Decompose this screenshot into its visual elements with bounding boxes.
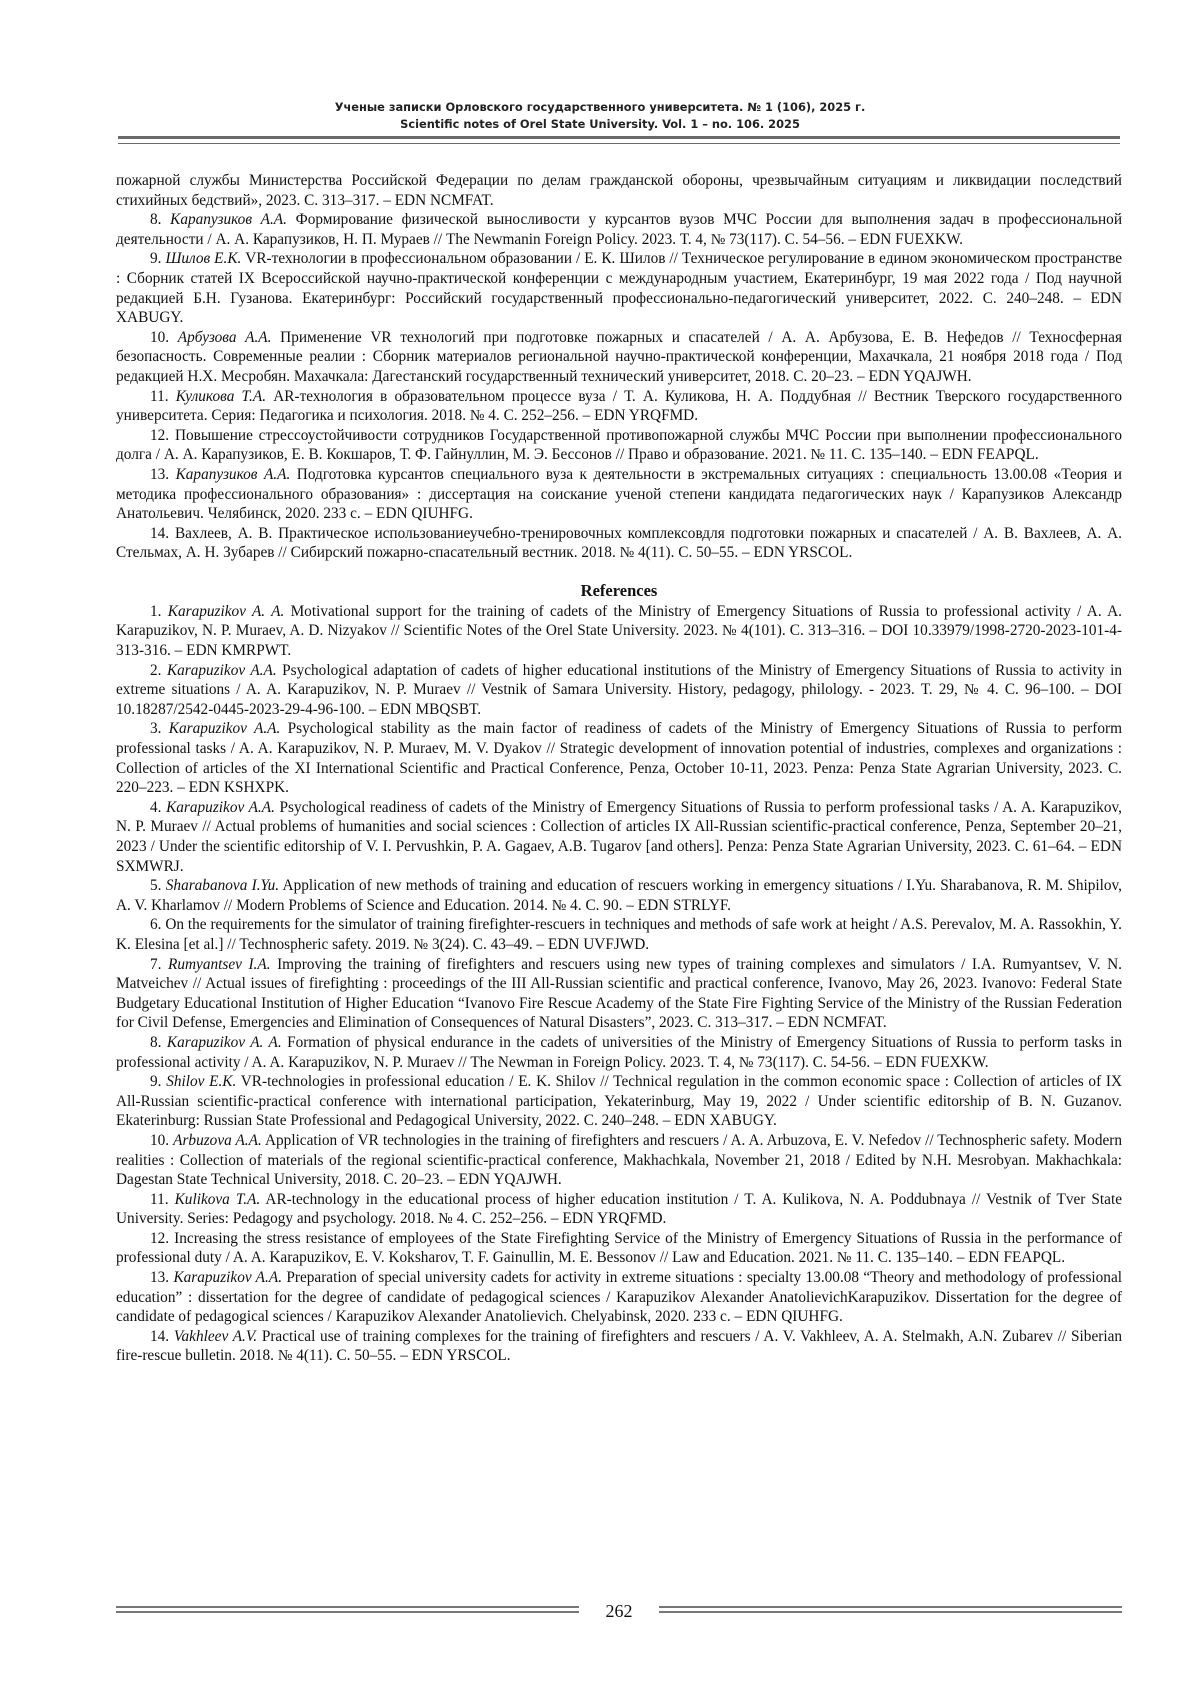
reference-entry: [116, 465, 1122, 524]
reference-entry: [116, 524, 1122, 563]
reference-number: 8.: [150, 1033, 162, 1051]
reference-author: Шилов Е.К.: [165, 250, 242, 268]
reference-number: 5.: [150, 877, 162, 895]
reference-number: 6.: [150, 916, 162, 934]
reference-number: 11.: [150, 387, 169, 405]
page-body: [116, 171, 1122, 1366]
reference-text: Psychological adaptation of cadets of higher educational institutions of the Ministry of Emergency Situations of Russia to activity in extreme situations / A. A. Karapuzikov, N. P. Muraev // Vestnik of Samara University. History, pedagogy, philology. - 2023. Т. 29, № 4. С. 96–100. – DOI 10.18287/2542-0445-2023-29-4-96-100. – EDN MBQSBT.: [116, 661, 1122, 718]
reference-text: Practical use of training complexes for the training of firefighters and rescuers / A. V. Vakhleev, A. A. Stelmakh, A.N. Zubarev // Siberian fire-rescue bulletin. 2018. № 4(11). С. 50–55. – EDN YRSCOL.: [116, 1327, 1123, 1365]
reference-entry: [116, 249, 1122, 327]
reference-entry: [116, 915, 1122, 954]
reference-entry: [116, 1072, 1122, 1131]
header-title-ru: Ученые записки Орловского государственного университета. № 1 (106), 2025 г.: [334, 100, 866, 114]
reference-text: Motivational support for the training of cadets of the Ministry of Emergency Situations of Russia to professional activity / A. A. Karapuzikov, N. P. Muraev, A. D. Nizyakov // Scientific Notes of the Orel State University. 2023. № 4(101). С. 313–316. – DOI 10.33979/1998-2720-2023-101-4-313-316. – EDN KMRPWT.: [116, 602, 1122, 660]
reference-text: Preparation of special university cadets for activity in extreme situations : specialty 13.00.08 “Theory and methodology of professional education” : dissertation for the degree of candidate of pedagogical sciences / Karapuzikov Alexander AnatolievichKarapuzikov. Dissertation for the degree of candidate of pedagogical sciences / Karapuzikov Alexander Anatolievich. Chelyabinsk, 2020. 233 с. – EDN QIUHFG.: [116, 1269, 1122, 1326]
russian-reference-list: [116, 171, 1122, 563]
reference-number: 14.: [150, 524, 170, 542]
reference-entry: [116, 1131, 1122, 1190]
reference-text: Psychological stability as the main factor of readiness of cadets of the Ministry of Emergency Situations of Russia to perform professional tasks / A. A. Karapuzikov, N. P. Muraev, M. V. Dyakov // Strategic development of innovation potential of industries, complexes and organizations : Collection of articles of the XI International Scientific and Practical Conference, Penza, October 10-11, 2023. Penza: Penza State Agrarian University, 2023. С. 220–223. – EDN KSHXPK.: [116, 720, 1122, 797]
reference-entry: [116, 719, 1122, 797]
reference-text: Повышение стрессоустойчивости сотрудников Государственной противопожарной службы МЧС России при выполнении профессионального долга / А. А. Карапузиков, Е. В. Кокшаров, Т. Ф. Гайнуллин, М. Э. Бессонов // Право и образование. 2021. № 11. С. 135–140. – EDN FEAPQL.: [116, 426, 1122, 464]
reference-number: 13.: [150, 465, 170, 483]
reference-number: 10.: [150, 1131, 170, 1149]
reference-number: 13.: [150, 1269, 170, 1287]
references-heading: References: [580, 580, 658, 600]
reference-author: Karapuzikov A.A.: [166, 798, 275, 816]
reference-number: 1.: [150, 602, 162, 620]
reference-text: Формирование физической выносливости у курсантов вузов МЧС России для выполнения задач в профессиональной деятельности / А. А. Карапузиков, Н. П. Мураев // The Newmanin Foreign Policy. 2023. Т. 4, № 73(117). С. 54–56. – EDN FUEXKW.: [116, 211, 1123, 248]
page-footer: [116, 1599, 1122, 1623]
reference-entry: [116, 955, 1122, 1033]
reference-author: Karapuzikov A. A.: [167, 602, 285, 620]
reference-text: Вахлеев, А. В. Практическое использованиеучебно-тренировочных комплексовдля подготовки пожарных и спасателей / А. В. Вахлеев, А. А. Стельмах, А. Н. Зубарев // Сибирский пожарно-спасательный вестник. 2018. № 4(11). С. 50–55. – EDN YRSCOL.: [116, 524, 1123, 562]
reference-author: Vakhleev A.V.: [173, 1327, 258, 1345]
reference-author: Karapuzikov A.A.: [168, 720, 281, 738]
reference-author: Арбузова А.А.: [177, 328, 272, 346]
english-reference-list: [116, 602, 1122, 1366]
reference-author: Rumyantsev I.A.: [168, 955, 271, 973]
reference-author: Куликова Т.А.: [175, 387, 267, 405]
reference-text: Application of new methods of training and education of rescuers working in emergency situations / I.Yu. Sharabanova, R. M. Shipilov, A. V. Kharlamov // Modern Problems of Science and Education. 2014. № 4. С. 90. – EDN STRLYF.: [116, 877, 1122, 914]
header-rule-thin: [118, 143, 1120, 144]
reference-entry: [116, 1268, 1122, 1327]
reference-number: 2.: [150, 661, 162, 679]
reference-author: Arbuzova A.A.: [173, 1131, 262, 1149]
reference-author: Karapuzikov A. A.: [166, 1033, 282, 1051]
reference-number: 12.: [150, 426, 170, 444]
reference-author: Kulikova T.A.: [174, 1190, 261, 1208]
reference-number: 4.: [150, 798, 162, 816]
reference-entry: [116, 210, 1122, 249]
reference-number: 3.: [150, 720, 162, 738]
reference-entry: [116, 1033, 1122, 1072]
reference-author: Sharabanova I.Yu.: [165, 877, 280, 895]
reference-text: Подготовка курсантов специального вуза к деятельности в экстремальных ситуациях : специальность 13.00.08 «Теория и методика профессионального образования» : диссертация на соискание ученой степени кандидата педагогических наук / Карапузиков Александр Анатольевич. Челябинск, 2020. 233 с. – EDN QIUHFG.: [116, 465, 1122, 523]
reference-number: 9.: [150, 250, 162, 268]
reference-text: Psychological readiness of cadets of the Ministry of Emergency Situations of Russia to perform professional tasks / A. A. Karapuzikov, N. P. Muraev // Actual problems of humanities and social sciences : Collection of articles IX All-Russian scientific-practical conference, Penza, September 20–21, 2023 / Under the scientific editorship of V. I. Pervushkin, P. A. Gagaev, A.B. Tugarov [and others]. Penza: Penza State Agrarian University, 2023. С. 61–64. – EDN SXMWRJ.: [116, 798, 1122, 875]
reference-entry: [116, 602, 1122, 661]
reference-text: Increasing the stress resistance of employees of the State Firefighting Service of the Ministry of Emergency Situations of Russia in the performance of professional duty / A. A. Karapuzikov, E. V. Koksharov, T. F. Gainullin, M. E. Bessonov // Law and Education. 2021. № 11. С. 135–140. – EDN FEAPQL.: [116, 1229, 1122, 1267]
reference-number: 8.: [150, 211, 162, 229]
reference-entry: [116, 876, 1122, 915]
reference-entry: [116, 328, 1122, 387]
reference-number: 7.: [150, 955, 162, 973]
reference-author: Karapuzikov A.A.: [166, 661, 277, 679]
reference-entry: [116, 1327, 1122, 1366]
reference-text: Formation of physical endurance in the cadets of universities of the Ministry of Emergency Situations of Russia to perform tasks in professional activity / A. A. Karapuzikov, N. P. Muraev // The Newman in Foreign Policy. 2023. Т. 4, № 73(117). С. 54-56. – EDN FUEXKW.: [116, 1033, 1122, 1071]
reference-entry: [116, 171, 1122, 210]
reference-number: 10.: [150, 328, 170, 346]
reference-author: Карапузиков А.А.: [170, 211, 287, 229]
reference-entry: [116, 661, 1122, 720]
reference-text: On the requirements for the simulator of training firefighter-rescuers in techniques and methods of safe work at height / A.S. Perevalov, M. A. Rassokhin, Y. K. Elesina [et al.] // Technospheric safety. 2019. № 3(24). С. 43–49. – EDN UVFJWD.: [116, 916, 1122, 953]
reference-text: VR-технологии в профессиональном образовании / Е. К. Шилов // Техническое регулирование в едином экономическом пространстве : Сборник статей IX Всероссийской научно-практической конференции с международным участием, Екатеринбург, 19 мая 2022 года / Под научной редакцией Б.Н. Гузанова. Екатеринбург: Российский государственный профессионально-педагогический университет, 2022. С. 240–248. – EDN XABUGY.: [116, 250, 1122, 327]
reference-author: Shilov E.K.: [166, 1073, 237, 1091]
reference-text: AR-технология в образовательном процессе вуза / Т. А. Куликова, Н. А. Поддубная // Вестник Тверского государственного университета. Серия: Педагогика и психология. 2018. № 4. С. 252–256. – EDN YRQFMD.: [116, 387, 1123, 425]
reference-number: 9.: [150, 1073, 162, 1091]
reference-author: Карапузиков А.А.: [175, 465, 291, 483]
reference-number: 14.: [150, 1327, 170, 1345]
reference-text: VR-technologies in professional education / E. K. Shilov // Technical regulation in the common economic space : Collection of articles of IX All-Russian scientific-practical conference with international participation, Yekaterinburg, May 19, 2022 / Under scientific editorship of B. N. Guzanov. Ekaterinburg: Russian State Professional and Pedagogical University, 2022. С. 240–248. – EDN XABUGY.: [116, 1073, 1123, 1130]
reference-entry: [116, 1190, 1122, 1229]
reference-text: Application of VR technologies in the training of firefighters and rescuers / A. A. Arbuzova, E. V. Nefedov // Technospheric safety. Modern realities : Collection of materials of the regional scientific-practical conference, Makhachkala, November 21, 2018 / Edited by N.H. Mesrobyan. Makhachkala: Dagestan State Technical University, 2018. С. 20–23. – EDN YQAJWH.: [116, 1131, 1123, 1189]
reference-text: Improving the training of firefighters and rescuers using new types of training complexes and simulators / I.A. Rumyantsev, V. N. Matveichev // Actual issues of firefighting : proceedings of the III All-Russian scientific and practical conference, Ivanovo, May 26, 2023. Ivanovo: Federal State Budgetary Educational Institution of Higher Education “Ivanovo Fire Rescue Academy of the State Fire Fighting Service of the Ministry of the Russian Federation for Civil Defense, Emergencies and Elimination of Consequences of Natural Disasters”, 2023. С. 313–317. – EDN NCMFAT.: [116, 955, 1122, 1032]
reference-author: Karapuzikov A.A.: [173, 1269, 283, 1287]
reference-text: Применение VR технологий при подготовке пожарных и спасателей / А. А. Арбузова, Е. В. Нефедов // Техносферная безопасность. Современные реалии : Сборник материалов региональной научно-практической конференции, Махачкала, 21 ноября 2018 года / Под редакцией Н.Х. Месробян. Махачкала: Дагестанский государственный технический университет, 2018. С. 20–23. – EDN YQAJWH.: [116, 328, 1122, 385]
reference-number: 12.: [150, 1229, 170, 1247]
reference-entry: [116, 426, 1122, 465]
reference-entry: [116, 798, 1122, 876]
reference-entry: [116, 1229, 1122, 1268]
running-header: [0, 99, 1200, 133]
page-number: 262: [605, 1601, 633, 1621]
reference-entry: [116, 387, 1122, 426]
header-rule-thick: [118, 136, 1120, 139]
reference-number: 11.: [150, 1190, 169, 1208]
reference-text: пожарной службы Министерства Российской Федерации по делам гражданской обороны, чрезвычайным ситуациям и ликвидации последствий стихийных бедствий», 2023. С. 313–317. – EDN NCMFAT.: [116, 172, 1122, 209]
header-title-en: Scientific notes of Orel State University. Vol. 1 – no. 106. 2025: [400, 117, 800, 131]
reference-text: AR-technology in the educational process of higher education institution / T. A. Kulikova, N. A. Poddubnaya // Vestnik of Tver State University. Series: Pedagogy and psychology. 2018. № 4. С. 252–256. – EDN YRQFMD.: [116, 1190, 1122, 1228]
